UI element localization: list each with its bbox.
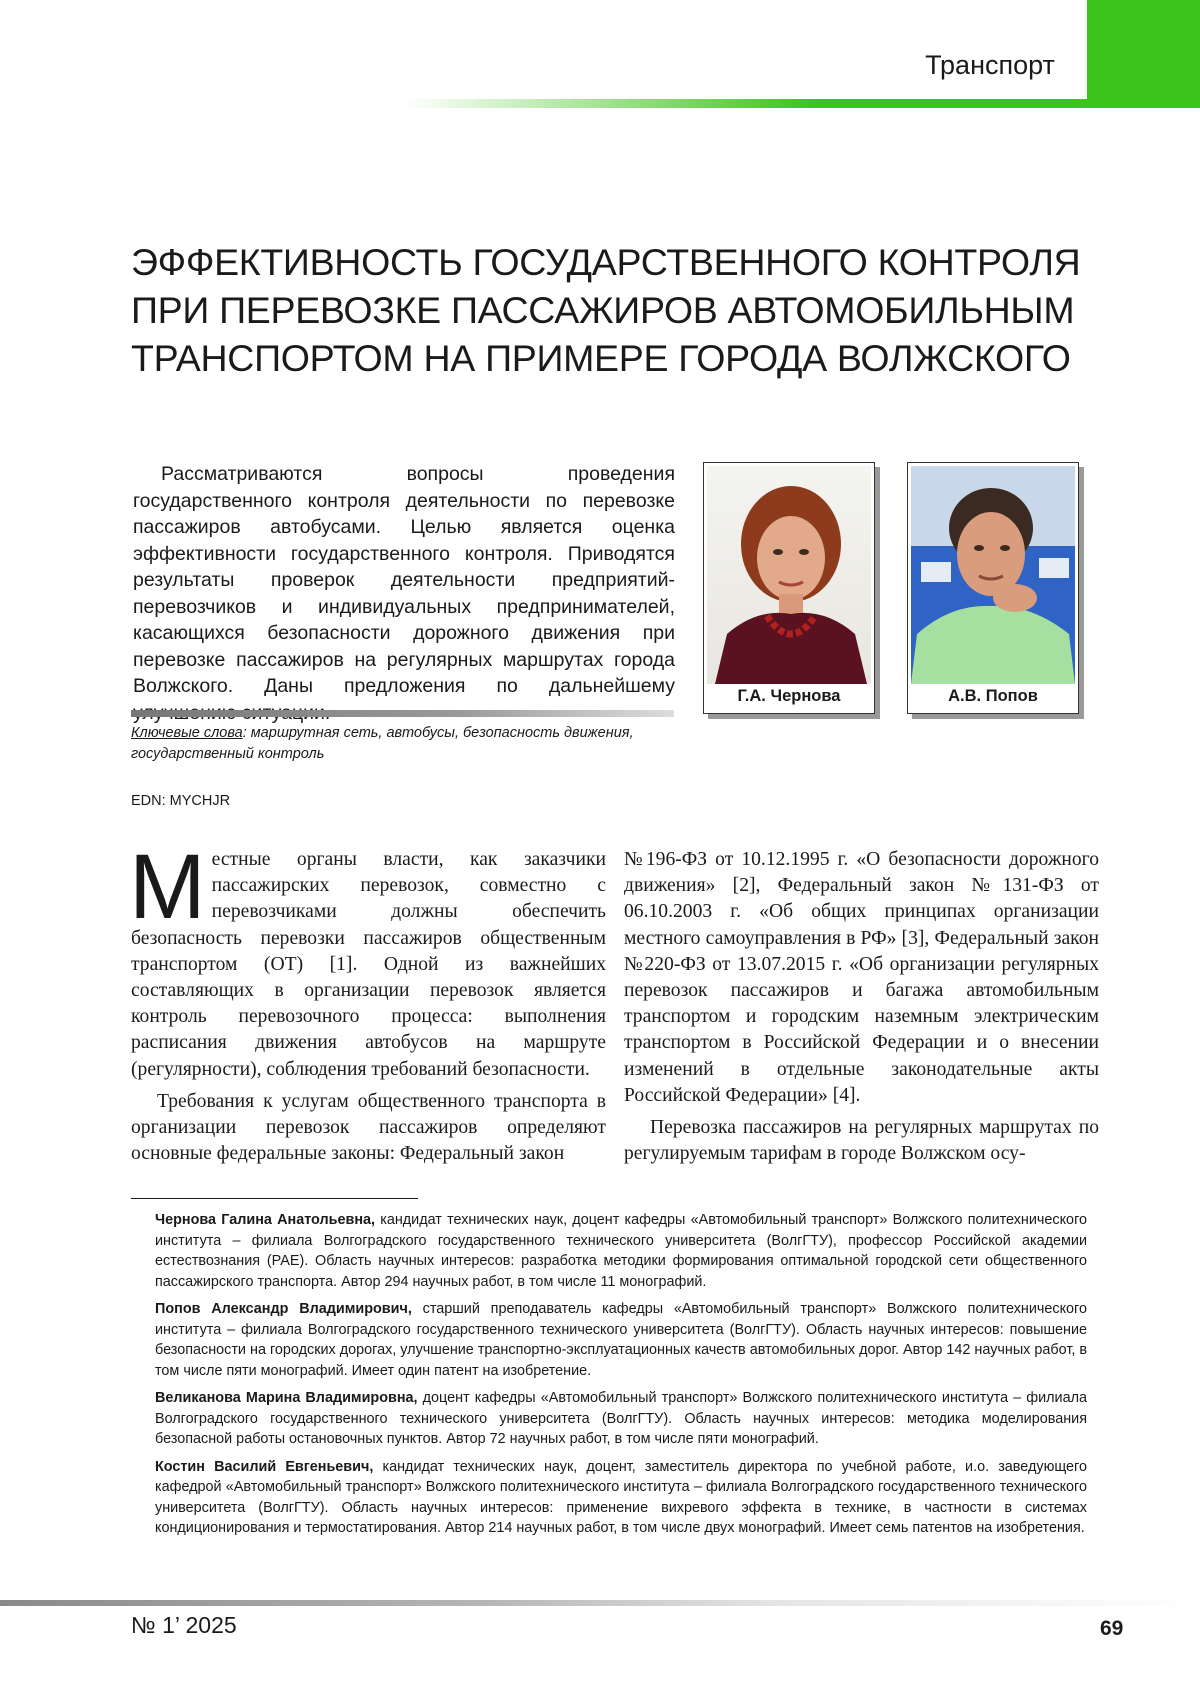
- author-note: [155, 1299, 1087, 1381]
- abstract-text: Рассматриваются вопросы проведения государственного контроля деятельности по перевозке пассажиров автобусами. Целью является оценка эффективности государственного контроля. Приводятся результаты проверок деятельности предприятий-перевозчиков и индивидуальных предпринимателей, касающихся безопасности дорожного движения при перевозке пассажиров на регулярных маршрутах города Волжского. Даны предложения по дальнейшему: [133, 463, 675, 697]
- man-portrait-icon: [911, 466, 1075, 684]
- footer-divider: [0, 1600, 1200, 1606]
- page-number: 69: [1100, 1617, 1124, 1640]
- body-paragraph: Требования к услугам общественного транспорта в организации перевозок пассажиров определяют основные федеральные законы: Федеральный закон: [131, 1090, 606, 1165]
- body-column-right: [624, 847, 1099, 1167]
- keywords: [131, 723, 676, 765]
- body-paragraph: Перевозка пассажиров на регулярных маршрутах по регулируемым тарифам в городе Волжском осу-: [624, 1117, 1099, 1165]
- edn-code: EDN: MYCHJR: [131, 793, 231, 809]
- author-bio: доцент кафедры «Автомобильный транспорт» Волжского политехнического института – филиала Волгоградского государственного технического университета (ВолгГТУ). Область научных интересов: методика моделирования безопасной работы остановочных пунктов. Автор 72 научных работ, в том числе пяти монографий.: [155, 1390, 1087, 1447]
- abstract-divider: [131, 710, 674, 717]
- keywords-label: Ключевые слова: [131, 725, 243, 741]
- abstract: [133, 461, 675, 726]
- author-bio: старший преподаватель кафедры «Автомобильный транспорт» Волжского политехнического института – филиала Волгоградского государственного технического университета (ВолгГТУ). Область научных интересов: повышение безопасности на городских дорогах, улучшение транспортно-эксплуатационных качеств автомобильных дорог. Автор 142 научных работ, в том числе пяти монографий. Имеет один патент на изобретение.: [155, 1301, 1087, 1379]
- body-paragraph: №196-ФЗ от 10.12.1995 г. «О безопасности дорожного движения» [2], Федеральный закон №131-ФЗ от 06.10.2003 г. «Об общих принципах организации местного самоуправления в РФ» [3], Федеральный закон №220-ФЗ от 13.07.2015 г. «Об организации регулярных перевозок пассажиров и багажа автомобильным транспортом и городским наземным электрическим транспортом в Российской Федерации и о внесении изменений в отдельные законодательные акты Российской Федерации» [4].: [624, 849, 1099, 1106]
- author-bio: кандидат технических наук, доцент кафедры «Автомобильный транспорт» Волжского политехнического института – филиала Волгоградского государственного технического университета (ВолгГТУ), профессор Российской академии естествознания (РАЕ). Область научных интересов: разработка методики формирования оптимальной городской сети общественного пассажирского транспорта. Автор 294 научных работ, в том числе 11 монографий.: [155, 1212, 1087, 1290]
- author-photo-caption: А.В. Попов: [948, 687, 1038, 705]
- body-paragraph-text: естные органы власти, как заказчики пассажирских перевозок, совместно с перевозчиками должны обеспечить безопасность перевозки пассажиров общественным транспортом (ОТ) [1]. Одной из важнейших составляющих в организации перевозок является контроль перевозочного процесса: выполнения расписания движения автобусов на маршруте (регулярности), соблюдения требований безопасности.: [131, 849, 606, 1080]
- author-name: Чернова Галина Анатольевна,: [155, 1212, 376, 1228]
- author-name: Костин Василий Евгеньевич,: [155, 1458, 374, 1475]
- body-column-left: [129, 836, 606, 1167]
- author-photo-card-chernova: [703, 462, 875, 714]
- body-paragraph: [129, 836, 606, 1083]
- author-name: Попов Александр Владимирович,: [155, 1301, 412, 1317]
- author-note: [155, 1457, 1087, 1539]
- author-photo-card-popov: [907, 462, 1079, 714]
- header-accent-block: [1087, 0, 1200, 108]
- section-title: Транспорт: [925, 50, 1055, 80]
- author-photo-caption: Г.А. Чернова: [737, 687, 841, 705]
- author-note: [155, 1388, 1087, 1450]
- author-note: [155, 1210, 1087, 1292]
- author-footnotes: [155, 1210, 1087, 1546]
- keywords-text: : маршрутная сеть, автобусы, безопасность движения, государственный контроль: [131, 725, 634, 762]
- header-accent-line: [405, 99, 1087, 108]
- footnote-divider: [131, 1198, 418, 1199]
- article-title: ЭФФЕКТИВНОСТЬ ГОСУДАРСТВЕННОГО КОНТРОЛЯ ПРИ ПЕРЕВОЗКЕ ПАССАЖИРОВ АВТОМОБИЛЬНЫМ ТРАНСПОРТОМ НА ПРИМЕРЕ ГОРОДА ВОЛЖСКОГО: [131, 241, 1081, 379]
- author-name: Великанова Марина Владимировна,: [155, 1390, 418, 1406]
- author-bio: кандидат технических наук, доцент, заместитель директора по учебной работе, и.о. заведующего кафедрой «Автомобильный транспорт» Волжского политехнического института – филиала Волгоградского государственного технического университета (ВолгГТУ). Область научных интересов: применение вихревого эффекта в технике, в частности в системах кондиционирования и термостатирования. Автор 214 научных работ, в том числе двух монографий. Имеет семь патентов на изобретения.: [155, 1458, 1087, 1536]
- woman-portrait-icon: [707, 466, 871, 684]
- drop-cap: М: [129, 836, 206, 938]
- issue-number: № 1’ 2025: [131, 1612, 237, 1638]
